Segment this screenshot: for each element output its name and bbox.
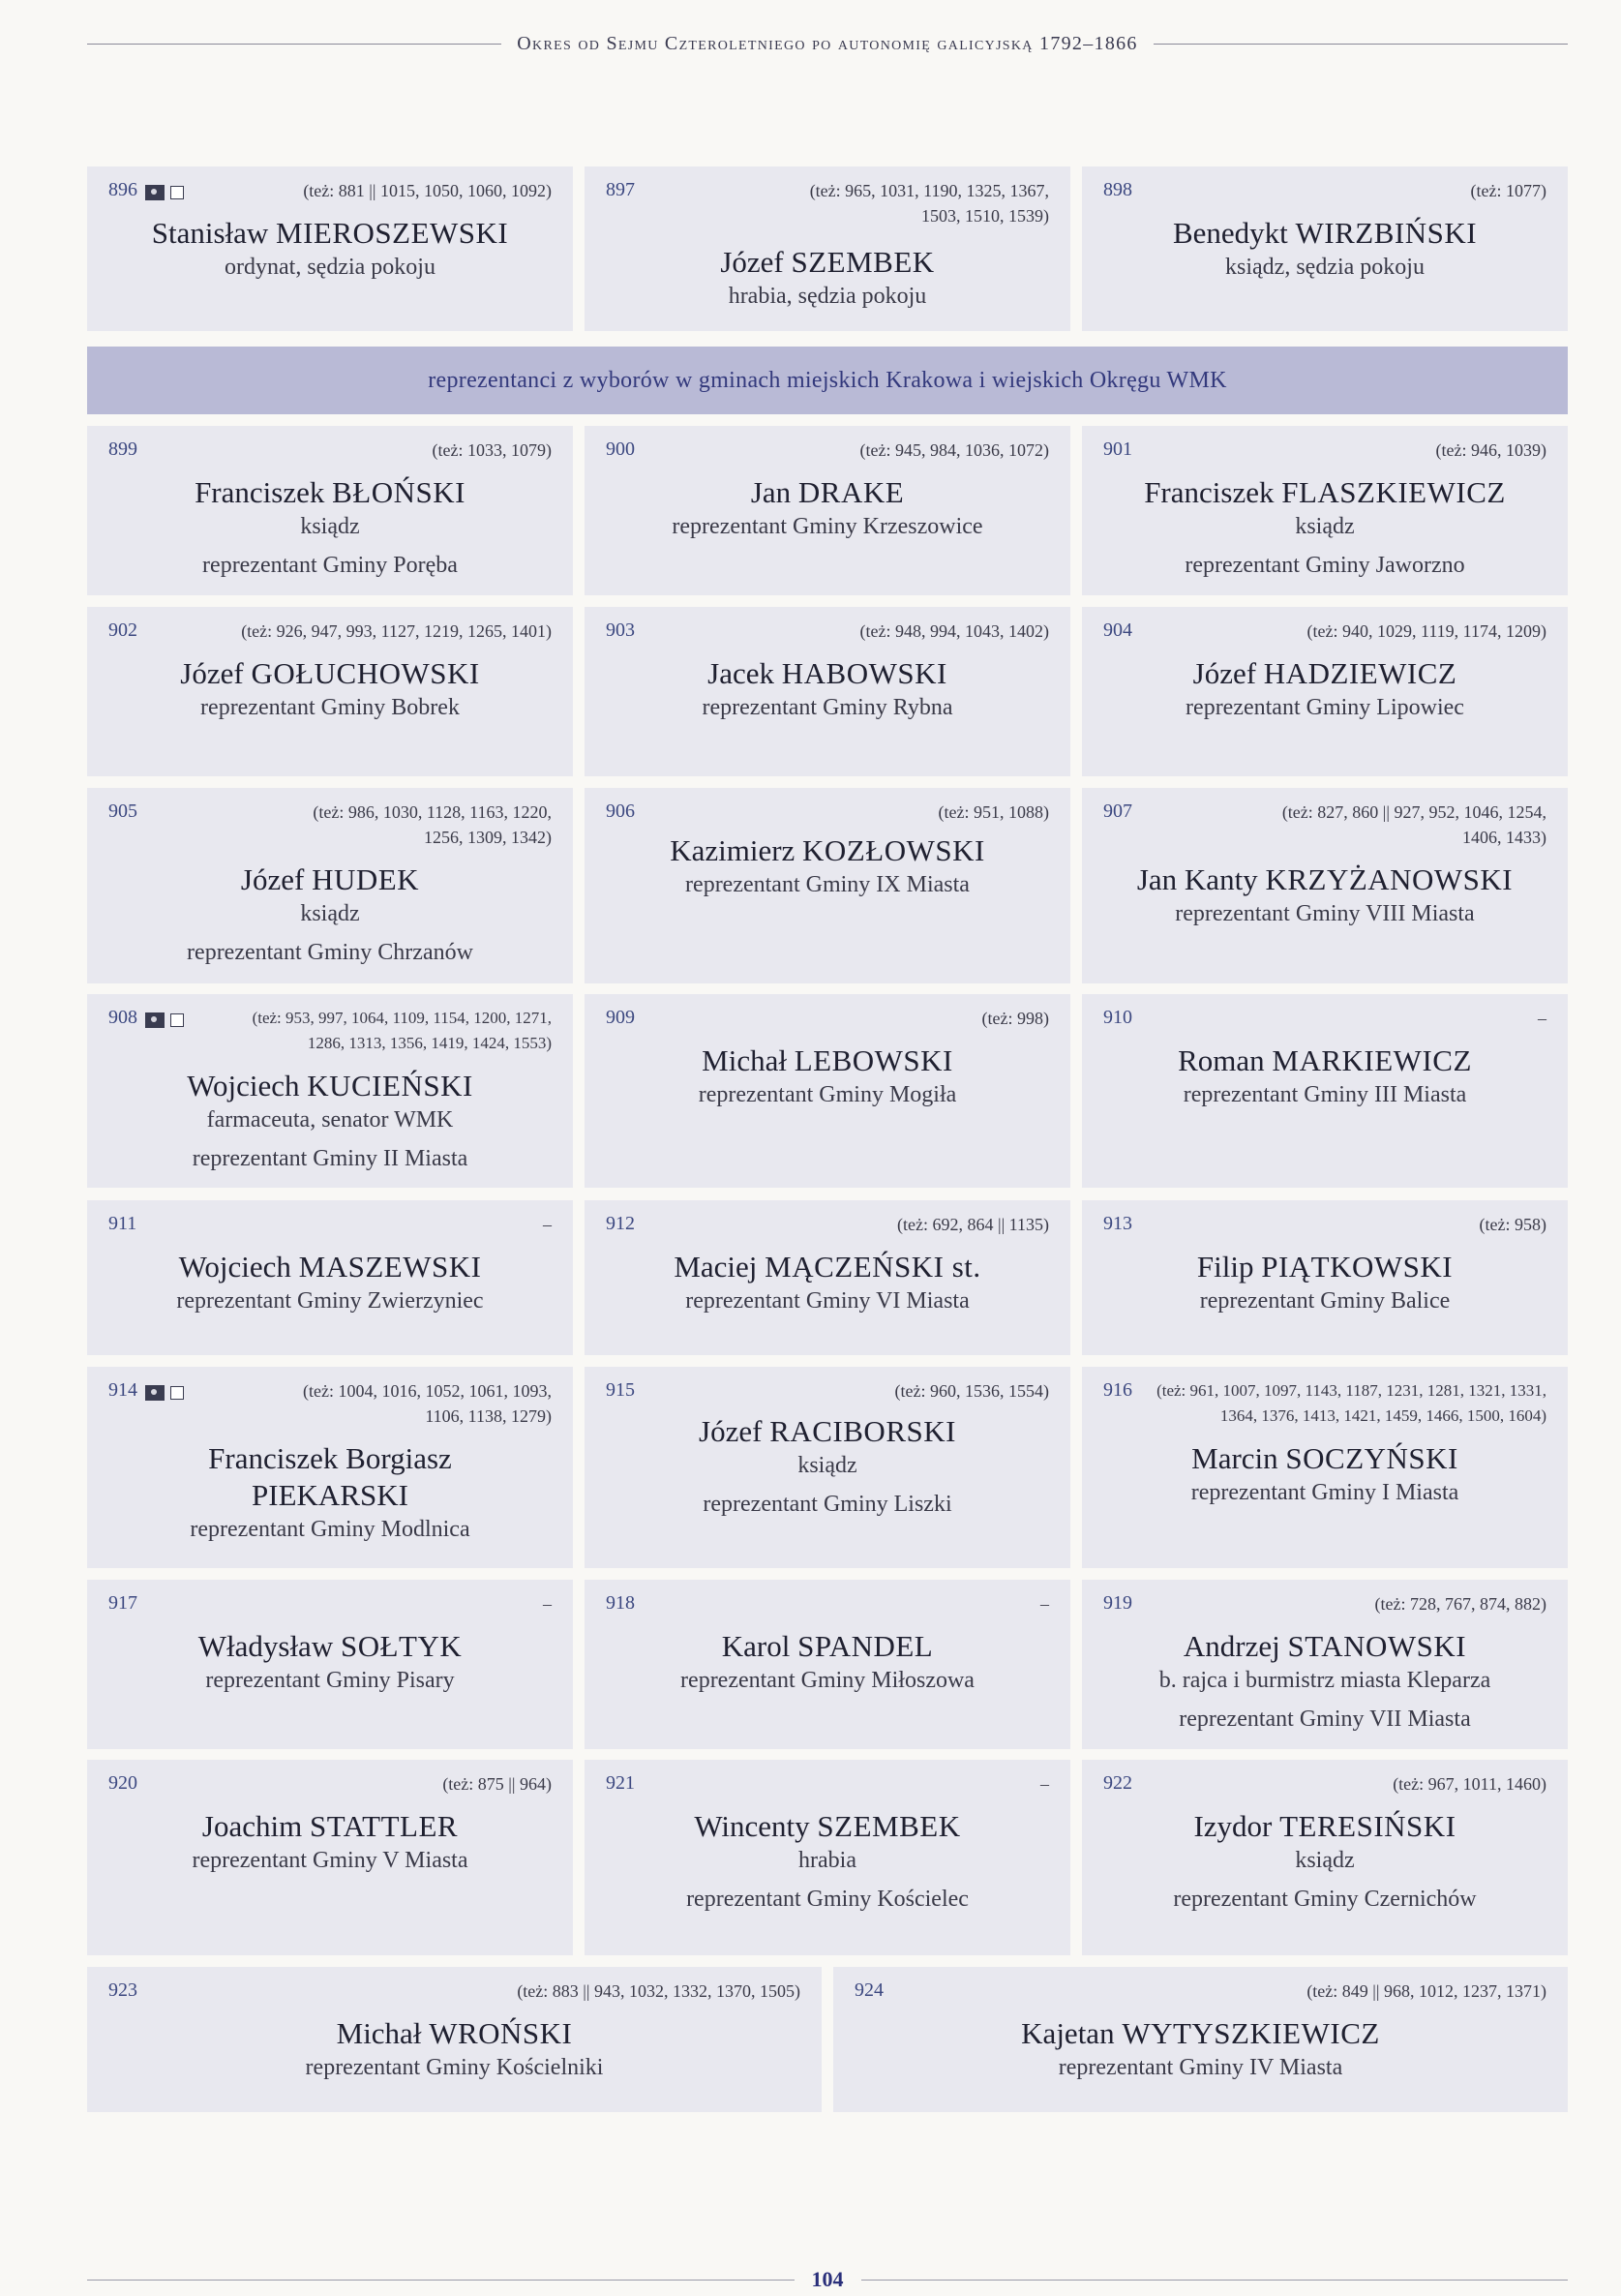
person-name: Wojciech KUCIEŃSKI: [187, 1069, 473, 1103]
also-refs: (też: 986, 1030, 1128, 1163, 1220, 1256, 1309, 1342): [313, 802, 552, 847]
entry-card-916: [1082, 1367, 1568, 1568]
running-head-title: Okres od Sejmu Czteroletniego po autonomię galicyjską 1792–1866: [517, 32, 1138, 54]
person-district: reprezentant Gminy Liszki: [703, 1492, 952, 1517]
person-district: reprezentant Gminy Kościelniki: [305, 2055, 604, 2080]
person-district: reprezentant Gminy IV Miasta: [1058, 2055, 1343, 2080]
person-district: reprezentant Gminy Chrzanów: [187, 940, 473, 965]
also-refs: –: [543, 1215, 552, 1234]
entry-number: 912: [606, 1213, 635, 1234]
person-district: reprezentant Gminy II Miasta: [192, 1146, 468, 1171]
also-refs: –: [1538, 1009, 1546, 1028]
person-district: reprezentant Gminy Pisary: [205, 1668, 455, 1693]
person-district: reprezentant Gminy Lipowiec: [1186, 695, 1464, 720]
person-name: Roman MARKIEWICZ: [1178, 1043, 1472, 1077]
person-role: ksiądz: [300, 901, 360, 926]
checkbox-icon: [170, 1386, 184, 1400]
entry-number: 920: [108, 1772, 137, 1794]
also-refs: (też: 940, 1029, 1119, 1174, 1209): [1306, 621, 1546, 641]
entries-row-10: [87, 1967, 1568, 2112]
person-role: b. rajca i burmistrz miasta Kleparza: [1158, 1668, 1491, 1693]
entry-card-905: [87, 788, 573, 983]
entry-card-917: [87, 1580, 573, 1749]
entries-row-6: [87, 1200, 1568, 1355]
person-district: reprezentant Gminy Kościelec: [686, 1887, 969, 1912]
person-name: Józef SZEMBEK: [720, 245, 935, 279]
entry-card-904: [1082, 607, 1568, 776]
person-district: reprezentant Gminy Bobrek: [200, 695, 460, 720]
person-name: Wincenty SZEMBEK: [694, 1809, 961, 1843]
person-district: reprezentant Gminy I Miasta: [1190, 1480, 1459, 1505]
entry-number: 915: [606, 1379, 635, 1401]
entry-card-901: [1082, 426, 1568, 595]
entry-card-906: [585, 788, 1070, 983]
person-name: Marcin SOCZYŃSKI: [1191, 1441, 1458, 1475]
entry-number: 901: [1103, 438, 1132, 460]
also-refs: –: [1040, 1594, 1049, 1614]
section-banner: reprezentanci z wyborów w gminach miejskich Krakowa i wiejskich Okręgu WMK: [87, 347, 1568, 414]
footer-rule-left: [87, 2280, 795, 2281]
entry-number: 903: [606, 619, 635, 641]
person-role: hrabia: [798, 1848, 856, 1873]
entry-card-913: [1082, 1200, 1568, 1355]
also-refs: (też: 692, 864 || 1135): [896, 1215, 1049, 1234]
person-name: Franciszek FLASZKIEWICZ: [1144, 475, 1506, 509]
entry-number: 916: [1103, 1379, 1132, 1401]
entry-card-920: [87, 1760, 573, 1955]
also-refs: (też: 946, 1039): [1435, 440, 1546, 460]
entry-number: 913: [1103, 1213, 1132, 1234]
entry-number: 918: [606, 1592, 635, 1614]
person-surname: PIEKARSKI: [252, 1478, 408, 1512]
photo-icon: [145, 1385, 165, 1401]
person-district: reprezentant Gminy Miłoszowa: [680, 1668, 975, 1693]
photo-icon: [145, 185, 165, 200]
person-role: hrabia, sędzia pokoju: [728, 284, 927, 309]
footer-rule-right: [861, 2280, 1569, 2281]
person-district: reprezentant Gminy IX Miasta: [685, 872, 970, 897]
entry-card-923: [87, 1967, 822, 2112]
entry-number: 906: [606, 801, 635, 822]
entry-number: 909: [606, 1007, 635, 1028]
entry-marks: [145, 1379, 184, 1403]
person-name: Michał WROŃSKI: [336, 2016, 573, 2050]
person-name: Józef HADZIEWICZ: [1192, 656, 1457, 690]
entry-number: 896: [108, 178, 184, 202]
person-name: Jan Kanty KRZYŻANOWSKI: [1136, 862, 1514, 896]
person-name: Kazimierz KOZŁOWSKI: [670, 833, 985, 867]
entry-number: 905: [108, 801, 137, 822]
also-refs: (też: 883 || 943, 1032, 1332, 1370, 1505): [517, 1981, 800, 2001]
entries-row-9: [87, 1760, 1568, 1955]
person-role: ordynat, sędzia pokoju: [225, 255, 435, 280]
person-name: Izydor TERESIŃSKI: [1193, 1809, 1456, 1843]
person-district: reprezentant Gminy Balice: [1199, 1288, 1451, 1314]
entry-card-919: [1082, 1580, 1568, 1749]
person-name: Andrzej STANOWSKI: [1183, 1629, 1467, 1663]
entry-card-911: [87, 1200, 573, 1355]
person-name: Józef RACIBORSKI: [699, 1414, 956, 1448]
also-refs: (też: 953, 997, 1064, 1109, 1154, 1200, 1271, 1286, 1313, 1356, 1419, 1424, 1553): [252, 1009, 552, 1052]
also-refs: (też: 728, 767, 874, 882): [1374, 1594, 1546, 1614]
person-role: ksiądz: [797, 1453, 857, 1478]
entry-card-915: [585, 1367, 1070, 1568]
entry-number: 924: [855, 1979, 884, 2001]
entries-row-7: [87, 1367, 1568, 1568]
entry-number: 910: [1103, 1007, 1132, 1028]
person-role: ksiądz, sędzia pokoju: [1225, 255, 1425, 280]
person-district: reprezentant Gminy III Miasta: [1183, 1082, 1467, 1107]
entries-row-5: [87, 994, 1568, 1188]
also-refs: (też: 958): [1479, 1215, 1546, 1234]
entry-card-909: [585, 994, 1070, 1188]
person-district: reprezentant Gminy Rybna: [702, 695, 953, 720]
entry-number: 897: [606, 179, 635, 200]
entry-card-902: [87, 607, 573, 776]
also-refs: (też: 961, 1007, 1097, 1143, 1187, 1231, 1281, 1321, 1331, 1364, 1376, 1413, 1421, 1459, 1466, 1500, 1604): [1156, 1381, 1546, 1425]
person-name: Franciszek BŁOŃSKI: [195, 475, 465, 509]
also-refs: (też: 849 || 968, 1012, 1237, 1371): [1306, 1981, 1546, 2001]
entry-card-912: [585, 1200, 1070, 1355]
person-district: reprezentant Gminy Zwierzyniec: [176, 1288, 484, 1314]
person-district: reprezentant Gminy VIII Miasta: [1175, 901, 1475, 926]
page-number: 104: [811, 2267, 844, 2291]
person-name: Kajetan WYTYSZKIEWICZ: [1021, 2016, 1380, 2050]
entry-card-907: [1082, 788, 1568, 983]
entry-number: 899: [108, 438, 137, 460]
entry-number: 902: [108, 619, 137, 641]
person-name: Władysław SOŁTYK: [197, 1629, 463, 1663]
entry-number: 908: [108, 1006, 184, 1030]
entries-row-2: [87, 426, 1568, 595]
person-role: farmaceuta, senator WMK: [206, 1107, 454, 1133]
also-refs: (też: 967, 1011, 1460): [1393, 1774, 1546, 1794]
entry-card-910: [1082, 994, 1568, 1188]
person-district: reprezentant Gminy Poręba: [202, 553, 458, 578]
entry-card-921: [585, 1760, 1070, 1955]
person-district: reprezentant Gminy V Miasta: [192, 1848, 468, 1873]
checkbox-icon: [170, 186, 184, 199]
person-district: reprezentant Gminy Krzeszowice: [672, 514, 983, 539]
photo-icon: [145, 1012, 165, 1028]
entry-card-918: [585, 1580, 1070, 1749]
header-rule-left: [87, 44, 501, 45]
also-refs: (też: 926, 947, 993, 1127, 1219, 1265, 1401): [241, 621, 552, 641]
entry-card-914: [87, 1367, 573, 1568]
also-refs: (też: 1004, 1016, 1052, 1061, 1093, 1106, 1138, 1279): [303, 1381, 552, 1426]
entry-number: 911: [108, 1213, 137, 1234]
entry-number: 921: [606, 1772, 635, 1794]
entry-number: 900: [606, 438, 635, 460]
person-district: reprezentant Gminy Czernichów: [1173, 1887, 1477, 1912]
person-district: reprezentant Gminy Mogiła: [698, 1082, 957, 1107]
entries-row-1: [87, 166, 1568, 331]
also-refs: (też: 1033, 1079): [432, 440, 552, 460]
also-refs: –: [543, 1594, 552, 1614]
entry-card-897: [585, 166, 1070, 331]
person-district: reprezentant Gminy Jaworzno: [1185, 553, 1465, 578]
person-name: Filip PIĄTKOWSKI: [1196, 1250, 1454, 1284]
entry-number: 923: [108, 1979, 137, 2001]
person-name: Józef GOŁUCHOWSKI: [180, 656, 480, 690]
person-district: reprezentant Gminy VII Miasta: [1179, 1707, 1471, 1732]
entry-number: 904: [1103, 619, 1132, 641]
entries-row-4: [87, 788, 1568, 983]
also-refs: (też: 945, 984, 1036, 1072): [859, 440, 1049, 460]
entry-number: 914: [108, 1378, 184, 1403]
entry-card-908: [87, 994, 573, 1188]
person-name: Karol SPANDEL: [721, 1629, 934, 1663]
entry-number: 917: [108, 1592, 137, 1614]
person-name: Jacek HABOWSKI: [707, 656, 947, 690]
entry-card-922: [1082, 1760, 1568, 1955]
entries-row-3: [87, 607, 1568, 776]
person-role: ksiądz: [1295, 1848, 1355, 1873]
person-name: Michał LEBOWSKI: [702, 1043, 953, 1077]
entry-number: 907: [1103, 801, 1132, 822]
running-head: [87, 29, 1568, 58]
also-refs: (też: 827, 860 || 927, 952, 1046, 1254, 1406, 1433): [1281, 802, 1546, 847]
also-refs: (też: 951, 1088): [938, 802, 1049, 822]
person-name: Benedykt WIRZBIŃSKI: [1172, 216, 1478, 250]
person-district: reprezentant Gminy Modlnica: [190, 1517, 470, 1542]
also-refs: (też: 960, 1536, 1554): [894, 1381, 1049, 1401]
also-refs: (też: 875 || 964): [442, 1774, 552, 1794]
entry-number: 919: [1103, 1592, 1132, 1614]
person-name: Maciej MĄCZEŃSKI st.: [674, 1250, 981, 1284]
entry-card-903: [585, 607, 1070, 776]
also-refs: (też: 965, 1031, 1190, 1325, 1367, 1503, 1510, 1539): [809, 181, 1049, 226]
entries-row-8: [87, 1580, 1568, 1749]
entry-marks: [145, 179, 184, 202]
person-name: Wojciech MASZEWSKI: [178, 1250, 482, 1284]
entry-number: 922: [1103, 1772, 1132, 1794]
entry-card-924: [833, 1967, 1568, 2112]
person-name: Józef HUDEK: [240, 862, 420, 896]
also-refs: –: [1040, 1774, 1049, 1794]
also-refs: (też: 948, 994, 1043, 1402): [859, 621, 1049, 641]
person-name: Stanisław MIEROSZEWSKI: [151, 216, 509, 250]
person-role: ksiądz: [300, 514, 360, 539]
entry-marks: [145, 1007, 184, 1030]
person-district: reprezentant Gminy VI Miasta: [685, 1288, 970, 1314]
also-refs: (też: 1077): [1470, 181, 1546, 200]
checkbox-icon: [170, 1013, 184, 1027]
entry-card-896: [87, 166, 573, 331]
person-name: Jan DRAKE: [750, 475, 905, 509]
entry-card-898: [1082, 166, 1568, 331]
person-role: ksiądz: [1295, 514, 1355, 539]
also-refs: (też: 881 || 1015, 1050, 1060, 1092): [303, 181, 552, 200]
header-rule-right: [1154, 44, 1568, 45]
entry-card-899: [87, 426, 573, 595]
person-given-name: Franciszek Borgiasz: [208, 1441, 452, 1475]
also-refs: (też: 998): [981, 1009, 1049, 1028]
entry-card-900: [585, 426, 1070, 595]
page-footer: [87, 2265, 1568, 2294]
entry-number: 898: [1103, 179, 1132, 200]
person-name: Joachim STATTLER: [201, 1809, 459, 1843]
